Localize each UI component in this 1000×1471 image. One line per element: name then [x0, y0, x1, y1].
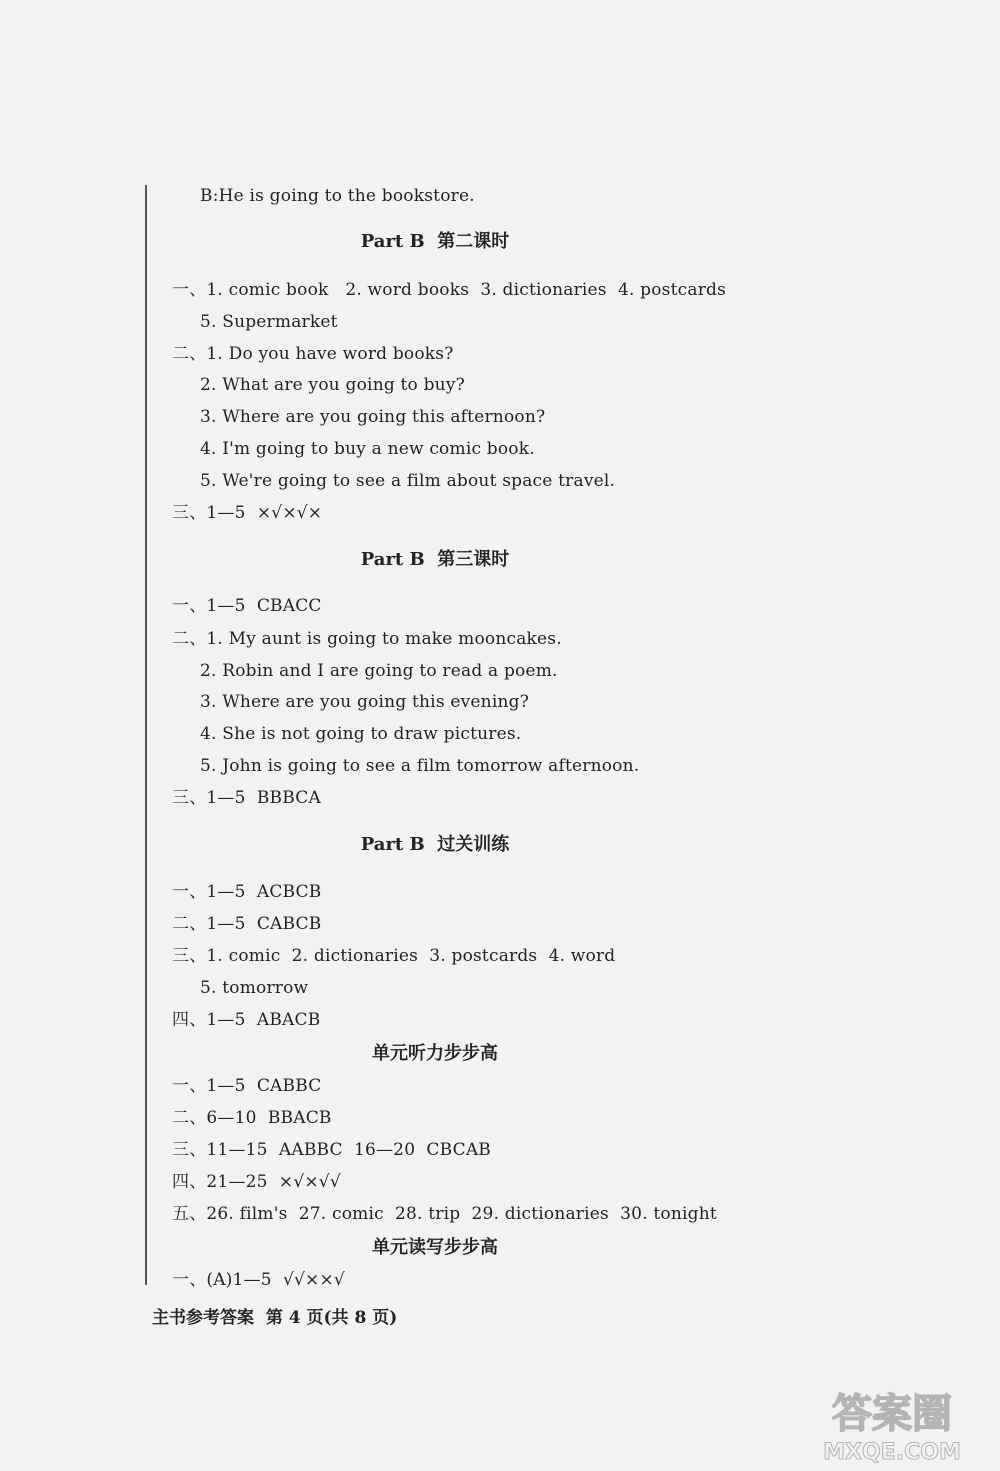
answer-line: 四、1—5 ABACB: [172, 1010, 321, 1030]
answer-line: 2. What are you going to buy?: [200, 375, 465, 395]
answer-line: 3. Where are you going this evening?: [200, 692, 530, 712]
answer-line: 二、1. Do you have word books?: [172, 344, 454, 364]
answer-line: 三、11—15 AABBC 16—20 CBCAB: [172, 1140, 492, 1160]
answer-line: 一、1. comic book 2. word books 3. dictionaries 4. postcards: [172, 280, 727, 300]
section-heading: 单元听力步步高: [372, 1043, 498, 1064]
answer-line: B:He is going to the bookstore.: [200, 186, 475, 206]
watermark-logo: [800, 1385, 985, 1465]
answer-line: 2. Robin and I are going to read a poem.: [200, 661, 558, 681]
answer-line: 二、1—5 CABCB: [172, 914, 322, 934]
answer-line: 一、1—5 CABBC: [172, 1076, 322, 1096]
watermark-top: 答案圈: [832, 1391, 952, 1437]
answer-line: 二、6—10 BBACB: [172, 1108, 332, 1128]
margin-rule: [145, 185, 147, 1285]
answer-line: 3. Where are you going this afternoon?: [200, 407, 546, 427]
section-heading: Part B 第二课时: [360, 231, 510, 252]
answer-line: 三、1—5 ×√×√×: [172, 503, 323, 523]
answer-line: 5. tomorrow: [200, 978, 309, 998]
answer-line: 一、(A)1—5 √√××√: [172, 1270, 345, 1290]
section-heading: 单元读写步步高: [372, 1237, 498, 1258]
answer-line: 四、21—25 ×√×√√: [172, 1172, 341, 1192]
answer-line: 5. John is going to see a film tomorrow afternoon.: [200, 756, 640, 776]
answer-line: 4. I'm going to buy a new comic book.: [200, 439, 535, 459]
watermark-bottom: MXQE.COM: [823, 1440, 961, 1465]
answer-line: 一、1—5 CBACC: [172, 596, 322, 616]
section-heading: Part B 过关训练: [360, 834, 510, 855]
answer-line: 5. We're going to see a film about space travel.: [200, 471, 616, 491]
answer-line: 五、26. film's 27. comic 28. trip 29. dictionaries 30. tonight: [172, 1204, 717, 1224]
answer-line: 5. Supermarket: [200, 312, 338, 332]
answer-line: 一、1—5 ACBCB: [172, 882, 322, 902]
answer-line: 三、1—5 BBBCA: [172, 788, 321, 808]
section-heading: Part B 第三课时: [360, 549, 510, 570]
answer-line: 二、1. My aunt is going to make mooncakes.: [172, 629, 562, 649]
page-footer: 主书参考答案 第 4 页(共 8 页): [152, 1308, 398, 1328]
answer-line: 三、1. comic 2. dictionaries 3. postcards 4. word: [172, 946, 616, 966]
answer-line: 4. She is not going to draw pictures.: [200, 724, 522, 744]
